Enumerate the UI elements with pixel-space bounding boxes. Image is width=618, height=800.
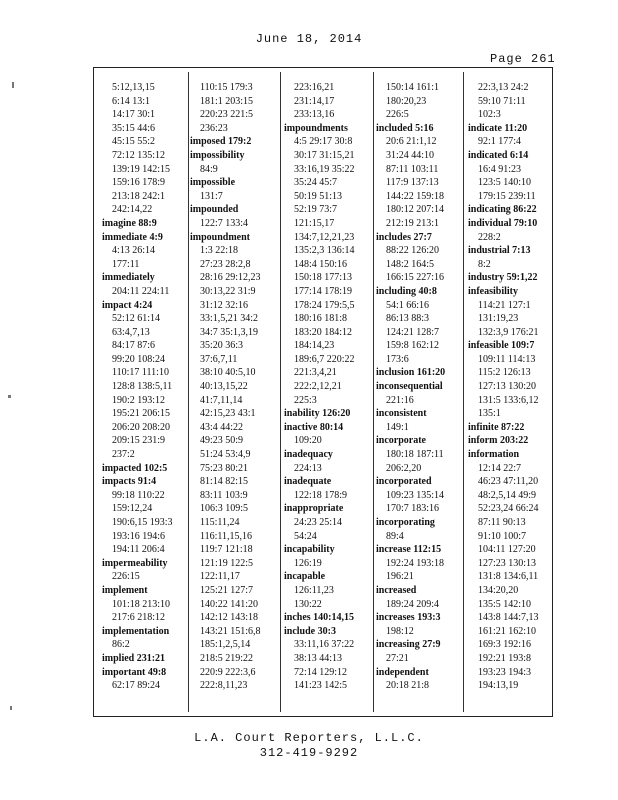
index-entry: impossible [190, 177, 236, 189]
page-number: Page 261 [490, 52, 556, 66]
index-reference: 228:2 [478, 231, 501, 243]
index-reference: 49:23 50:9 [200, 435, 244, 447]
index-reference: 193:16 194:6 [112, 530, 166, 542]
index-reference: 84:17 87:6 [112, 340, 156, 352]
index-reference: 27:23 28:2,8 [200, 258, 251, 270]
index-entry: incapability [284, 544, 335, 556]
index-entry: impact 4:24 [102, 299, 153, 311]
index-reference: 86:2 [112, 639, 130, 651]
index-reference: 236:23 [200, 122, 228, 134]
index-reference: 159:16 178:9 [112, 177, 166, 189]
index-reference: 122:7 133:4 [200, 217, 249, 229]
index-reference: 27:21 [386, 652, 409, 664]
index-entry: impoundment [190, 231, 251, 243]
index-reference: 221:16 [386, 394, 414, 406]
index-reference: 38:13 44:13 [294, 652, 343, 664]
index-entry: increasing 27:9 [376, 639, 441, 651]
index-reference: 231:14,17 [294, 95, 335, 107]
index-reference: 48:2,5,14 49:9 [478, 489, 537, 501]
index-reference: 127:13 130:20 [478, 381, 537, 393]
index-reference: 54:1 66:16 [386, 299, 430, 311]
index-entry: indicated 6:14 [468, 149, 529, 161]
index-reference: 52:19 73:7 [294, 204, 338, 216]
index-reference: 169:3 192:16 [478, 639, 532, 651]
index-entry: included 5:16 [376, 122, 434, 134]
index-entry: incapable [284, 571, 326, 583]
index-reference: 132:3,9 176:21 [478, 326, 539, 338]
index-entry: increased [376, 584, 417, 596]
index-reference: 4:5 29:17 30:8 [294, 136, 353, 148]
index-reference: 192:24 193:18 [386, 557, 445, 569]
index-entry: implied 231:21 [102, 652, 166, 664]
index-reference: 194:11 206:4 [112, 544, 165, 556]
index-reference: 130:22 [294, 598, 322, 610]
index-reference: 87:11 103:11 [386, 163, 439, 175]
index-reference: 159:12,24 [112, 503, 153, 515]
index-reference: 35:20 36:3 [200, 340, 244, 352]
index-entry: inconsequential [376, 381, 443, 393]
index-reference: 28:16 29:12,23 [200, 272, 261, 284]
scan-mark [12, 82, 14, 88]
index-reference: 193:23 194:3 [478, 666, 532, 678]
index-reference: 226:15 [112, 571, 140, 583]
index-entry: increases 193:3 [376, 612, 441, 624]
index-reference: 177:14 178:19 [294, 285, 353, 297]
index-reference: 192:21 193:8 [478, 652, 532, 664]
index-reference: 140:22 141:20 [200, 598, 259, 610]
index-reference: 143:21 151:6,8 [200, 625, 261, 637]
index-reference: 31:12 32:16 [200, 299, 249, 311]
index-reference: 122:11,17 [200, 571, 240, 583]
index-reference: 177:11 [112, 258, 140, 270]
index-reference: 148:4 150:16 [294, 258, 348, 270]
index-reference: 128:8 138:5,11 [112, 381, 173, 393]
index-reference: 52:12 61:14 [112, 313, 161, 325]
index-reference: 183:20 184:12 [294, 326, 353, 338]
index-reference: 16:4 91:23 [478, 163, 522, 175]
index-reference: 87:11 90:13 [478, 517, 526, 528]
index-reference: 1:3 22:18 [200, 245, 239, 257]
index-reference: 220:23 221:5 [200, 109, 254, 121]
index-reference: 115:2 126:13 [478, 367, 531, 379]
index-reference: 173:6 [386, 353, 409, 365]
index-reference: 40:13,15,22 [200, 381, 248, 393]
index-reference: 115:11,24 [200, 517, 240, 528]
index-reference: 5:12,13,15 [112, 82, 155, 93]
index-entry: indicating 86:22 [468, 204, 537, 216]
index-reference: 110:17 111:10 [112, 367, 169, 379]
index-reference: 225:3 [294, 394, 317, 406]
index-entry: inappropriate [284, 503, 344, 515]
index-reference: 222:2,12,21 [294, 381, 342, 393]
index-reference: 4:13 26:14 [112, 245, 156, 257]
index-reference: 131:5 133:6,12 [478, 394, 539, 406]
footer-company: L.A. Court Reporters, L.L.C. [194, 731, 424, 745]
index-reference: 33:11,16 37:22 [294, 639, 355, 651]
index-reference: 233:13,16 [294, 109, 335, 121]
index-reference: 116:11,15,16 [200, 530, 253, 542]
index-reference: 134:20,20 [478, 584, 519, 596]
index-reference: 126:19 [294, 557, 322, 569]
column-divider [188, 72, 189, 712]
index-entry: inches 140:14,15 [284, 612, 354, 624]
index-reference: 63:4,7,13 [112, 326, 150, 338]
index-reference: 135:1 [478, 408, 501, 420]
index-column-4 [376, 81, 468, 693]
index-reference: 144:22 159:18 [386, 190, 445, 202]
index-entry: inactive 80:14 [284, 421, 344, 433]
index-reference: 50:19 51:13 [294, 190, 343, 202]
column-divider [373, 72, 374, 712]
index-reference: 189:6,7 220:22 [294, 353, 355, 365]
index-reference: 37:6,7,11 [200, 353, 238, 365]
index-reference: 20:6 21:1,12 [386, 136, 437, 148]
index-reference: 123:5 140:10 [478, 177, 532, 189]
index-reference: 195:21 206:15 [112, 408, 171, 420]
index-reference: 119:7 121:18 [200, 544, 253, 556]
index-reference: 91:10 100:7 [478, 530, 527, 542]
index-reference: 127:23 130:13 [478, 557, 537, 569]
index-entry: inability 126:20 [284, 408, 351, 420]
index-reference: 62:17 89:24 [112, 680, 161, 692]
index-reference: 72:14 129:12 [294, 666, 348, 678]
index-reference: 30:13,22 31:9 [200, 285, 256, 297]
index-entry: impacted 102:5 [102, 462, 168, 474]
index-box [93, 67, 553, 717]
index-reference: 184:14,23 [294, 340, 335, 352]
scan-mark [8, 395, 11, 398]
index-reference: 75:23 80:21 [200, 462, 249, 474]
index-reference: 110:15 179:3 [200, 82, 253, 93]
index-reference: 22:3,13 24:2 [478, 82, 529, 93]
index-entry: inform 203:22 [468, 435, 529, 447]
index-column-3 [284, 81, 376, 693]
index-reference: 38:10 40:5,10 [200, 367, 256, 379]
index-reference: 131:19,23 [478, 313, 519, 325]
index-entry: industry 59:1,22 [468, 272, 538, 284]
index-column-2 [190, 81, 282, 693]
index-entry: imposed 179:2 [190, 136, 252, 148]
index-entry: implement [102, 584, 148, 596]
index-reference: 135:2,3 136:14 [294, 245, 355, 257]
index-entry: indicate 11:20 [468, 122, 528, 134]
index-reference: 190:2 193:12 [112, 394, 166, 406]
index-reference: 33:1,5,21 34:2 [200, 313, 259, 325]
index-reference: 218:5 219:22 [200, 652, 254, 664]
index-reference: 190:6,15 193:3 [112, 517, 173, 528]
index-reference: 33:16,19 35:22 [294, 163, 355, 175]
index-column-1 [102, 81, 194, 693]
index-reference: 88:22 126:20 [386, 245, 440, 257]
index-reference: 222:8,11,23 [200, 680, 248, 692]
index-reference: 194:13,19 [478, 680, 519, 692]
index-reference: 126:11,23 [294, 584, 334, 596]
index-entry: inclusion 161:20 [376, 367, 446, 379]
index-reference: 12:14 22:7 [478, 462, 522, 474]
index-reference: 117:9 137:13 [386, 177, 439, 189]
index-reference: 206:2,20 [386, 462, 422, 474]
index-reference: 6:14 13:1 [112, 95, 151, 107]
index-reference: 131:7 [200, 190, 223, 202]
index-reference: 149:1 [386, 421, 409, 433]
index-reference: 221:3,4,21 [294, 367, 337, 379]
index-reference: 83:11 103:9 [200, 489, 248, 501]
index-reference: 121:15,17 [294, 217, 335, 229]
index-reference: 180:20,23 [386, 95, 427, 107]
index-entry: imagine 88:9 [102, 217, 157, 229]
index-reference: 180:16 181:8 [294, 313, 348, 325]
footer-phone: 312-419-9292 [259, 746, 359, 760]
index-reference: 161:21 162:10 [478, 625, 537, 637]
index-reference: 24:23 25:14 [294, 517, 343, 528]
index-reference: 81:14 82:15 [200, 476, 249, 488]
index-entry: inconsistent [376, 408, 427, 420]
index-reference: 54:24 [294, 530, 317, 542]
index-reference: 180:12 207:14 [386, 204, 445, 216]
index-reference: 180:18 187:11 [386, 449, 444, 461]
index-reference: 198:12 [386, 625, 414, 637]
index-reference: 104:11 127:20 [478, 544, 536, 556]
index-reference: 72:12 135:12 [112, 149, 166, 161]
index-entry: include 30:3 [284, 625, 336, 637]
index-reference: 14:17 30:1 [112, 109, 156, 121]
index-reference: 106:3 109:5 [200, 503, 249, 515]
scan-mark [10, 706, 12, 710]
index-reference: 8:2 [478, 258, 491, 270]
index-reference: 46:23 47:11,20 [478, 476, 539, 488]
column-divider [280, 72, 281, 712]
index-reference: 220:9 222:3,6 [200, 666, 256, 678]
index-reference: 109:11 114:13 [478, 353, 536, 365]
index-reference: 45:15 55:2 [112, 136, 156, 148]
index-reference: 224:13 [294, 462, 322, 474]
index-entry: infeasible 109:7 [468, 340, 535, 352]
index-entry: independent [376, 666, 429, 678]
index-reference: 35:24 45:7 [294, 177, 338, 189]
index-entry: impossibility [190, 149, 245, 161]
index-reference: 150:18 177:13 [294, 272, 353, 284]
index-reference: 84:9 [200, 163, 218, 175]
index-reference: 92:1 177:4 [478, 136, 522, 148]
index-reference: 42:15,23 43:1 [200, 408, 256, 420]
index-reference: 213:18 242:1 [112, 190, 166, 202]
index-reference: 114:21 127:1 [478, 299, 531, 311]
index-reference: 30:17 31:15,21 [294, 149, 355, 161]
index-reference: 124:21 128:7 [386, 326, 440, 338]
index-entry: increase 112:15 [376, 544, 442, 556]
index-entry: individual 79:10 [468, 217, 538, 229]
index-reference: 131:8 134:6,11 [478, 571, 539, 583]
index-reference: 89:4 [386, 530, 404, 542]
index-entry: industrial 7:13 [468, 245, 531, 257]
index-reference: 122:18 178:9 [294, 489, 348, 501]
index-entry: impacts 91:4 [102, 476, 157, 488]
index-reference: 139:19 142:15 [112, 163, 171, 175]
index-reference: 148:2 164:5 [386, 258, 435, 270]
index-reference: 109:23 135:14 [386, 489, 445, 501]
index-reference: 212:19 213:1 [386, 217, 440, 229]
index-entry: implementation [102, 625, 170, 637]
index-entry: inadequate [284, 476, 332, 488]
index-reference: 59:10 71:11 [478, 95, 526, 107]
index-reference: 125:21 127:7 [200, 584, 254, 596]
index-reference: 143:8 144:7,13 [478, 612, 539, 624]
index-reference: 101:18 213:10 [112, 598, 171, 610]
index-reference: 102:3 [478, 109, 501, 121]
index-reference: 181:1 203:15 [200, 95, 254, 107]
index-reference: 52:23,24 66:24 [478, 503, 539, 515]
index-entry: inadequacy [284, 449, 333, 461]
index-reference: 226:5 [386, 109, 409, 121]
index-reference: 121:19 122:5 [200, 557, 254, 569]
index-reference: 185:1,2,5,14 [200, 639, 251, 651]
index-reference: 31:24 44:10 [386, 149, 435, 161]
index-reference: 142:12 143:18 [200, 612, 259, 624]
index-entry: important 49:8 [102, 666, 167, 678]
index-entry: impoundments [284, 122, 348, 134]
index-reference: 209:15 231:9 [112, 435, 166, 447]
index-column-5 [468, 81, 560, 693]
index-entry: impermeability [102, 557, 168, 569]
index-reference: 237:2 [112, 449, 135, 461]
index-reference: 109:20 [294, 435, 322, 447]
index-reference: 242:14,22 [112, 204, 153, 216]
index-reference: 170:7 183:16 [386, 503, 440, 515]
index-reference: 51:24 53:4,9 [200, 449, 251, 461]
index-reference: 134:7,12,21,23 [294, 231, 355, 243]
index-reference: 223:16,21 [294, 82, 335, 93]
index-reference: 217:6 218:12 [112, 612, 166, 624]
index-reference: 189:24 209:4 [386, 598, 440, 610]
index-reference: 41:7,11,14 [200, 394, 243, 406]
index-reference: 99:20 108:24 [112, 353, 166, 365]
index-reference: 20:18 21:8 [386, 680, 430, 692]
index-reference: 179:15 239:11 [478, 190, 536, 202]
index-reference: 166:15 227:16 [386, 272, 445, 284]
index-reference: 35:15 44:6 [112, 122, 156, 134]
index-reference: 43:4 44:22 [200, 421, 244, 433]
index-entry: information [468, 449, 520, 461]
header-date: June 18, 2014 [255, 32, 363, 46]
index-reference: 196:21 [386, 571, 414, 583]
index-entry: infinite 87:22 [468, 421, 525, 433]
column-divider [463, 72, 464, 712]
index-reference: 34:7 35:1,3,19 [200, 326, 259, 338]
index-entry: incorporating [376, 517, 435, 528]
index-reference: 135:5 142:10 [478, 598, 532, 610]
index-reference: 178:24 179:5,5 [294, 299, 355, 311]
index-entry: includes 27:7 [376, 231, 432, 243]
index-reference: 141:23 142:5 [294, 680, 348, 692]
index-reference: 99:18 110:22 [112, 489, 165, 501]
index-entry: incorporate [376, 435, 426, 447]
index-entry: impounded [190, 204, 239, 216]
index-reference: 159:8 162:12 [386, 340, 440, 352]
index-entry: including 40:8 [376, 285, 437, 297]
index-entry: immediate 4:9 [102, 231, 163, 243]
index-reference: 204:11 224:11 [112, 285, 170, 297]
index-entry: infeasibility [468, 285, 519, 297]
index-reference: 206:20 208:20 [112, 421, 171, 433]
index-reference: 86:13 88:3 [386, 313, 430, 325]
index-reference: 150:14 161:1 [386, 82, 440, 93]
index-entry: incorporated [376, 476, 432, 488]
index-entry: immediately [102, 272, 155, 284]
